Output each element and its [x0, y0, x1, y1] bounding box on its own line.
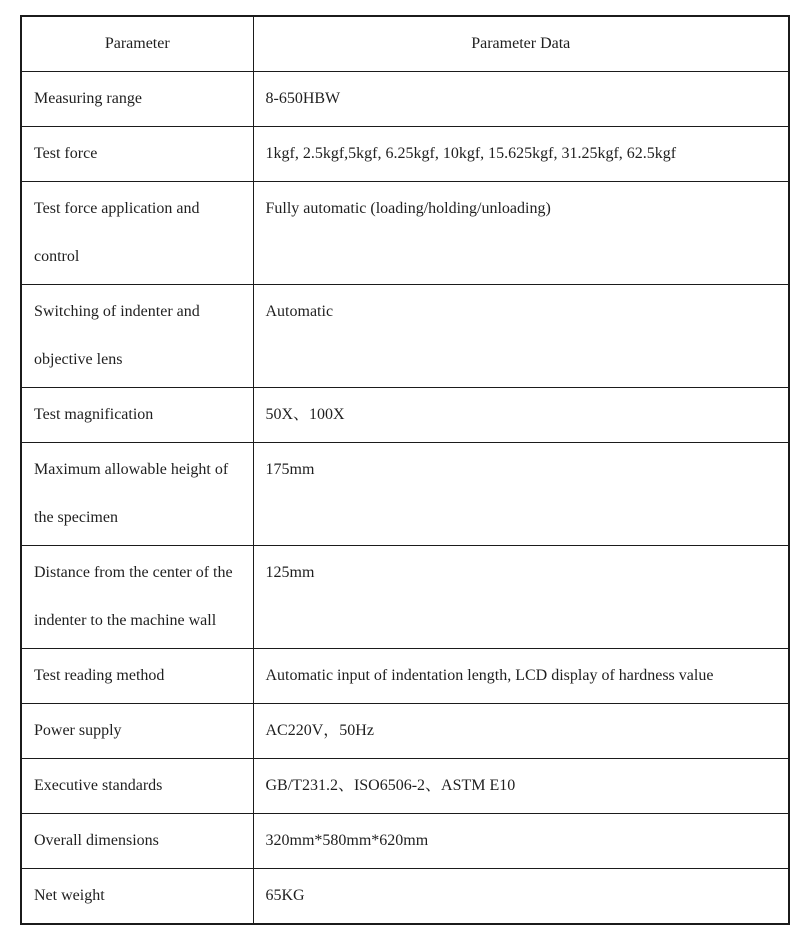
value-cell: 65KG [253, 869, 789, 925]
table-row [21, 388, 789, 443]
table-row [21, 869, 789, 925]
table-row [21, 285, 789, 388]
param-cell: Test reading method [21, 649, 253, 704]
value-cell: 125mm [253, 546, 789, 649]
table-row [21, 759, 789, 814]
value-cell: 8-650HBW [253, 72, 789, 127]
table-row [21, 704, 789, 759]
table-row [21, 649, 789, 704]
param-cell: Distance from the center of the indenter to the machine wall [21, 546, 253, 649]
table-header-row [21, 16, 789, 72]
value-cell: 50X、100X [253, 388, 789, 443]
table-row [21, 182, 789, 285]
param-cell: Net weight [21, 869, 253, 925]
param-cell: Overall dimensions [21, 814, 253, 869]
parameter-table [20, 15, 790, 925]
value-cell: GB/T231.2、ISO6506-2、ASTM E10 [253, 759, 789, 814]
value-cell: Automatic input of indentation length, LCD display of hardness value [253, 649, 789, 704]
param-cell: Power supply [21, 704, 253, 759]
header-cell-parameter: Parameter [21, 16, 253, 72]
param-cell: Switching of indenter and objective lens [21, 285, 253, 388]
header-cell-parameter-data: Parameter Data [253, 16, 789, 72]
param-cell: Maximum allowable height of the specimen [21, 443, 253, 546]
value-cell: AC220V，50Hz [253, 704, 789, 759]
table-row [21, 814, 789, 869]
value-cell: 1kgf, 2.5kgf,5kgf, 6.25kgf, 10kgf, 15.625kgf, 31.25kgf, 62.5kgf [253, 127, 789, 182]
param-cell: Test force application and control [21, 182, 253, 285]
table-row [21, 127, 789, 182]
value-cell: Fully automatic (loading/holding/unloading) [253, 182, 789, 285]
table-row [21, 72, 789, 127]
value-cell: 175mm [253, 443, 789, 546]
param-cell: Test magnification [21, 388, 253, 443]
value-cell: 320mm*580mm*620mm [253, 814, 789, 869]
table-row [21, 546, 789, 649]
param-cell: Executive standards [21, 759, 253, 814]
value-cell: Automatic [253, 285, 789, 388]
table-row [21, 443, 789, 546]
param-cell: Test force [21, 127, 253, 182]
param-cell: Measuring range [21, 72, 253, 127]
